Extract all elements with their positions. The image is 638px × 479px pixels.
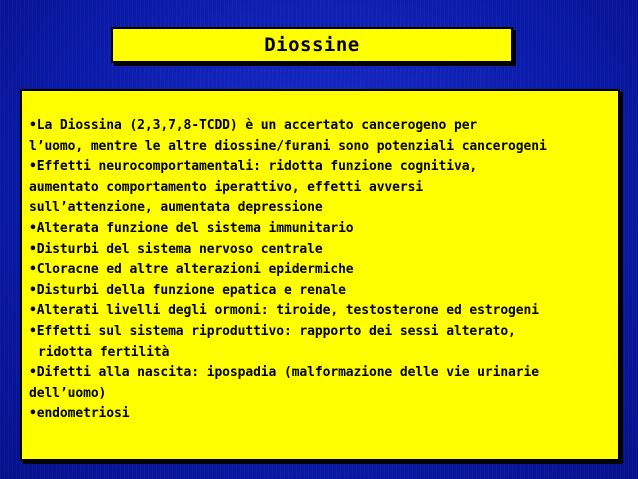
bullet-line: •Difetti alla nascita: ipospadia (malformazione delle vie urinarie (29, 365, 539, 381)
bullet-item (29, 260, 614, 281)
bullet-line: sull’attenzione, aumentata depressione (29, 200, 323, 216)
bullet-item (29, 157, 614, 219)
bullet-line: •Alterata funzione del sistema immunitario (29, 220, 354, 236)
bullet-line: •endometriosi (29, 406, 130, 422)
bullet-item (29, 116, 614, 157)
bullet-item (29, 281, 614, 302)
bullet-line: l’uomo, mentre le altre diossine/furani sono potenziali cancerogeni (29, 138, 547, 154)
bullet-item (29, 363, 614, 404)
bullet-item (29, 301, 614, 322)
slide-title-box (111, 27, 513, 63)
bullet-item (29, 404, 614, 425)
slide-title: Diossine (264, 34, 360, 56)
bullet-line: dell’uomo) (29, 385, 107, 401)
bullet-item (29, 240, 614, 261)
bullet-line: •Alterati livelli degli ormoni: tiroide, testosterone ed estrogeni (29, 303, 539, 319)
bullet-line: •Disturbi della funzione epatica e renale (29, 282, 346, 298)
bullet-item (29, 322, 614, 363)
bullet-line: •Effetti neurocomportamentali: ridotta funzione cognitiva, (29, 159, 478, 175)
bullet-line: •Effetti sul sistema riproduttivo: rapporto dei sessi alterato, (29, 323, 516, 339)
bullet-item (29, 219, 614, 240)
slide-content-box (20, 89, 620, 461)
bullet-line: •La Diossina (2,3,7,8-TCDD) è un accertato cancerogeno per (29, 118, 478, 133)
bullet-line: •Cloracne ed altre alterazioni epidermiche (29, 262, 354, 278)
bullet-line: aumentato comportamento iperattivo, effetti avversi (29, 179, 424, 195)
bullet-line: •Disturbi del sistema nervoso centrale (29, 241, 323, 257)
bullet-line: ridotta fertilità (38, 344, 170, 360)
